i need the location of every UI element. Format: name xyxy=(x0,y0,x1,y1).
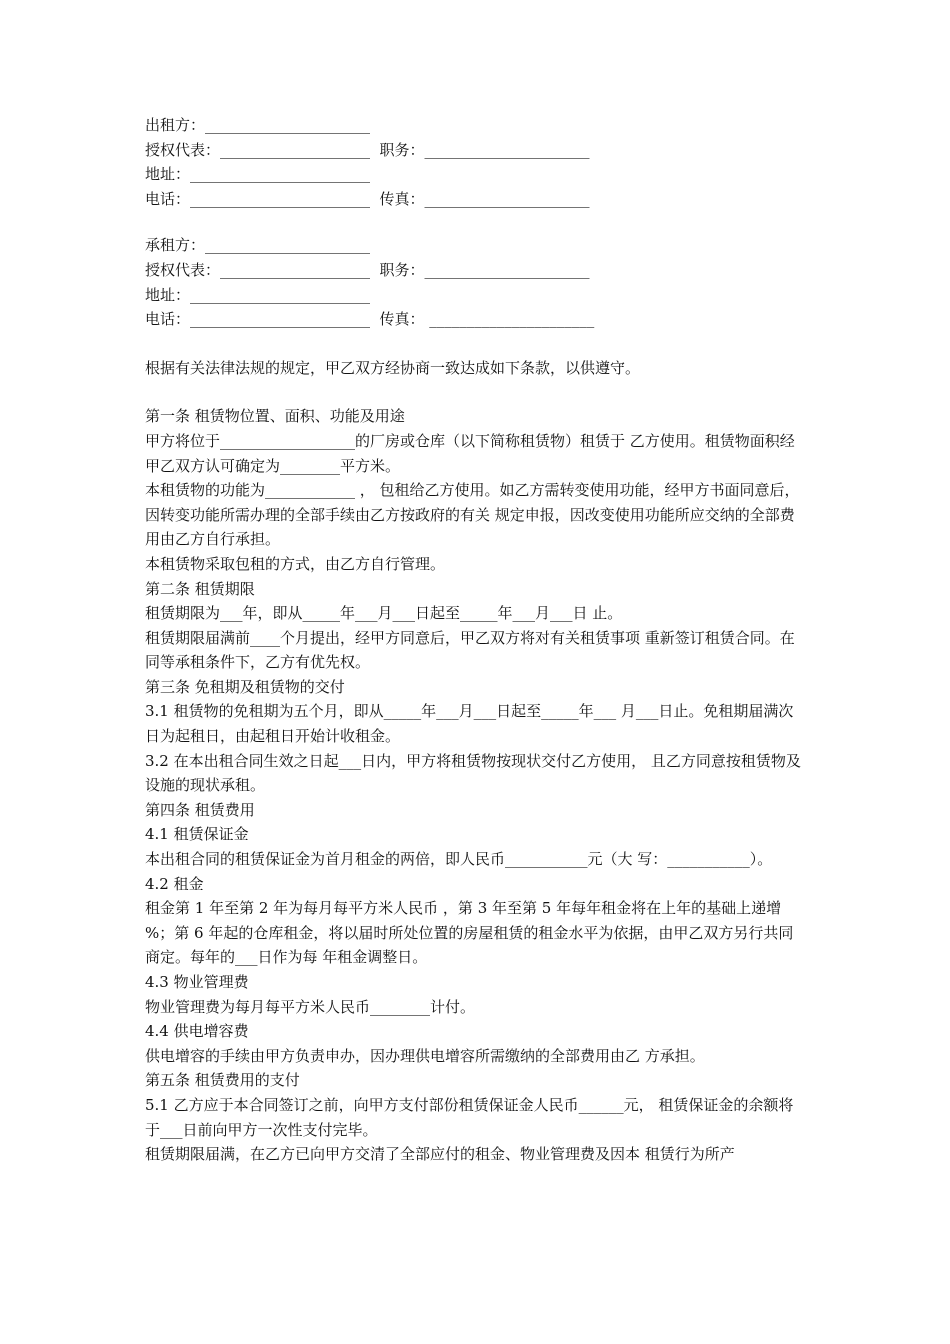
lessor-rep-line: 授权代表：____________________ 职务：______________________ xyxy=(145,140,590,159)
clause-heading: 第二条 租赁期限 xyxy=(145,579,255,598)
clause-paragraph: 租金第 1 年至第 2 年为每月每平方米人民币 ，第 3 年至第 5 年每年租金将在上年的基础上递增 %；第 6 年起的仓库租金，将以届时所处位置的房屋租赁的租金水平为依据，由甲乙双方另行共同商定。每年的___日作为每 年租金调整日。 xyxy=(145,899,794,967)
clause-paragraph: 本租赁物的功能为____________ ， 包租给乙方使用。如乙方需转变使用功能，经甲方书面同意后，因转变功能所需办理的全部手续由乙方按政府的有关 规定申报，因改变使用功能所应交纳的全部费用由乙方自行承担。 xyxy=(145,481,800,549)
lessor-phone-line: 电话：________________________ 传真：______________________ xyxy=(145,189,590,208)
clause-subheading: 4.4 供电增容费 xyxy=(145,1022,249,1041)
clause-paragraph: 5.1 乙方应于本合同签订之前，向甲方支付部份租赁保证金人民币______元， 租赁保证金的余额将于___日前向甲方一次性支付完毕。 xyxy=(145,1095,794,1139)
clauses xyxy=(145,404,807,1166)
clause-paragraph: 3.1 租赁物的免租期为五个月，即从_____年___月___日起至_____年___ 月___日止。免租期届满次日为起租日，由起租日开始计收租金。 xyxy=(145,702,794,746)
clause-paragraph: 甲方将位于__________________的厂房或仓库（以下简称租赁物）租赁于 乙方使用。租赁物面积经甲乙双方认可确定为________平方米。 xyxy=(145,431,795,475)
clause-paragraph: 租赁期限届满，在乙方已向甲方交清了全部应付的租金、物业管理费及因本 租赁行为所产 xyxy=(145,1145,735,1164)
clause-heading: 第三条 免租期及租赁物的交付 xyxy=(145,677,345,696)
lessor-address-line: 地址：________________________ xyxy=(145,165,371,184)
clause-paragraph: 本租赁物采取包租的方式，由乙方自行管理。 xyxy=(145,554,446,573)
contract-document xyxy=(145,113,807,1167)
lessee-block xyxy=(145,233,807,331)
lessee-phone-line: 电话：________________________ 传真： ______________________ xyxy=(145,310,595,329)
clause-heading: 第一条 租赁物位置、面积、功能及用途 xyxy=(145,407,405,426)
clause-paragraph: 3.2 在本出租合同生效之日起___日内，甲方将租赁物按现状交付乙方使用， 且乙方同意按租赁物及设施的现状承租。 xyxy=(145,751,801,795)
clause-paragraph: 物业管理费为每月每平方米人民币________计付。 xyxy=(145,997,476,1016)
clause-paragraph: 租赁期限届满前____个月提出，经甲方同意后，甲乙双方将对有关租赁事项 重新签订租赁合同。在同等承租条件下，乙方有优先权。 xyxy=(145,628,795,672)
preamble: 根据有关法律法规的规定，甲乙双方经协商一致达成如下条款，以供遵守。 xyxy=(145,358,641,377)
clause-paragraph: 供电增容的手续由甲方负责申办，因办理供电增容所需缴纳的全部费用由乙 方承担。 xyxy=(145,1046,705,1065)
spacer xyxy=(145,332,807,356)
spacer xyxy=(145,380,807,404)
clause-heading: 第四条 租赁费用 xyxy=(145,800,255,819)
spacer xyxy=(145,211,807,233)
lessee-rep-line: 授权代表：____________________ 职务：______________________ xyxy=(145,260,590,279)
clause-paragraph: 本出租合同的租赁保证金为首月租金的两倍，即人民币___________元（大 写：___________）。 xyxy=(145,850,773,869)
clause-subheading: 4.2 租金 xyxy=(145,874,204,893)
clause-heading: 第五条 租赁费用的支付 xyxy=(145,1071,300,1090)
clause-paragraph: 租赁期限为___年，即从_____年___月___日起至_____年___月___日 止。 xyxy=(145,604,623,623)
lessee-address-line: 地址：________________________ xyxy=(145,285,371,304)
clause-subheading: 4.3 物业管理费 xyxy=(145,973,249,991)
clause-subheading: 4.1 租赁保证金 xyxy=(145,825,249,844)
lessee-name-line: 承租方：______________________ xyxy=(145,236,371,255)
lessor-block xyxy=(145,113,807,211)
lessor-name-line: 出租方：______________________ xyxy=(145,116,371,134)
